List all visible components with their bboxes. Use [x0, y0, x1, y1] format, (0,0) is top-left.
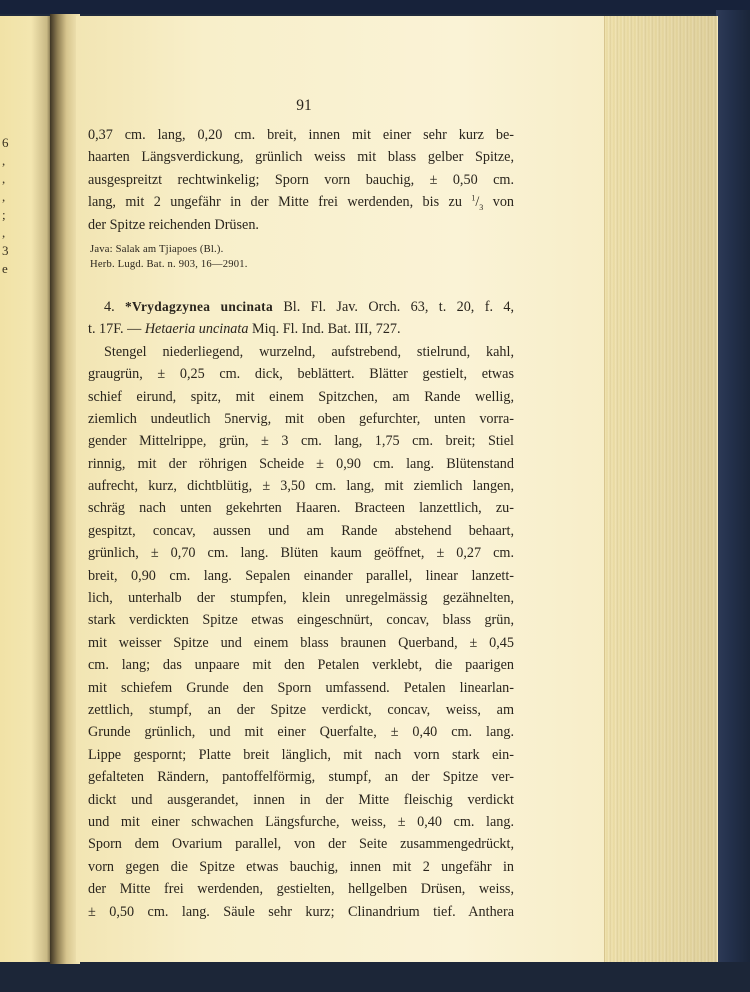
page-number: 91	[296, 97, 312, 114]
left-mark: ;	[2, 207, 6, 222]
left-mark: 6	[2, 135, 9, 150]
left-page-margin-marks	[2, 136, 16, 280]
text-line: dickt und ausgerandet, innen in der Mitte fleischig verdickt	[88, 791, 514, 808]
text-line: haarten Längsverdickung, grünlich weiss mit blass gelber Spitze,	[88, 149, 514, 166]
text-line: aufrecht, kurz, dichtblütig, ± 3,50 cm. lang, mit ziemlich langen,	[88, 478, 514, 495]
text-line: der Spitze reichenden Drüsen.	[88, 216, 259, 233]
text-line: vorn gegen die Spitze etwas bauchig, innen mit 2 ungefähr in	[88, 858, 514, 875]
text-line: gefalteten Rändern, pantoffelförmig, stumpf, an der Spitze ver-	[88, 769, 514, 786]
book-cover-top	[0, 0, 750, 14]
text-line: grünlich, ± 0,70 cm. lang. Blüten kaum geöffnet, ± 0,27 cm.	[88, 545, 514, 562]
book-cover-spine-edge	[716, 10, 750, 992]
species-number: 4.	[104, 298, 115, 315]
locality-note: Java: Salak am Tjiapoes (Bl.).	[90, 243, 224, 255]
text-line: schief eirund, spitz, mit einem Spitzchen, am Rande wellig,	[88, 388, 514, 405]
text-line: graugrün, ± 0,25 cm. dick, beblättert. Blätter gestielt, etwas	[88, 366, 514, 383]
text-line: gespitzt, concav, aussen und am Rande abstehend behaart,	[88, 522, 514, 539]
fraction-numerator: 1	[471, 193, 476, 203]
text-segment: von	[492, 194, 514, 211]
species-heading	[88, 296, 514, 318]
text-line: und mit einer schwachen Längsfurche, weiss, ± 0,40 cm. lang.	[88, 813, 514, 830]
paragraph-continued	[88, 124, 514, 236]
text-line: zettlich, stumpf, an der Spitze verdickt, concav, weiss, am	[88, 701, 514, 718]
species-synonym: Hetaeria uncinata	[144, 321, 249, 338]
text-line: ausgespreitzt rechtwinkelig; Sporn vorn bauchig, ± 0,50 cm.	[88, 171, 514, 188]
book-cover-bottom	[0, 962, 750, 992]
text-line: ziemlich undeutlich 5nervig, mit oben gefurchter, unten vorra-	[88, 410, 514, 427]
text-line: mit weisser Spitze und einem blass braunen Querband, ± 0,45	[88, 634, 514, 651]
text-line: gender Mittelrippe, grün, ± 3 cm. lang, 1,75 cm. breit; Stiel	[88, 433, 514, 450]
text-line: Lippe gespornt; Platte breit länglich, mit nach vorn stark ein-	[88, 746, 514, 763]
species-synonym-line	[88, 318, 514, 340]
species-reference: t. 17F. —	[88, 321, 142, 338]
species-reference: Miq. Fl. Ind. Bat. III, 727.	[252, 321, 401, 338]
left-mark: ,	[2, 189, 6, 204]
text-line: ± 0,50 cm. lang. Säule sehr kurz; Clinandrium tief. Anthera	[88, 903, 514, 920]
text-line: Sporn dem Ovarium parallel, von der Seite zusammengedrückt,	[88, 836, 514, 853]
species-reference: Bl. Fl. Jav. Orch. 63, t. 20, f. 4,	[283, 298, 515, 315]
page-text	[88, 92, 514, 923]
herbarium-note: Herb. Lugd. Bat. n. 903, 16—2901.	[90, 258, 248, 270]
text-line: mit schiefem Grunde den Sporn umfassend. Petalen linearlan-	[88, 679, 514, 696]
text-line: lich, unterhalb der stumpfen, klein unregelmässig gezähnelten,	[88, 590, 514, 607]
species-description	[88, 341, 514, 923]
text-line: rinnig, mit der röhrigen Scheide ± 0,90 cm. lang. Blütenstand	[88, 455, 514, 472]
text-line: Stengel niederliegend, wurzelnd, aufstrebend, stielrund, kahl,	[104, 343, 514, 360]
text-line: stark verdickten Spitze etwas eingeschnürt, concav, blass grün,	[88, 612, 514, 629]
text-line: lang, mit 2 ungefähr in der Mitte frei werdenden, bis zu $^1/_3$ von	[88, 193, 514, 212]
page-block-edge	[604, 16, 717, 962]
left-mark: ,	[2, 171, 6, 186]
text-line: cm. lang; das unpaare mit den Petalen verklebt, die paarigen	[88, 657, 514, 674]
left-mark: 3	[2, 243, 9, 258]
fraction-denominator: 3	[479, 203, 484, 212]
species-entry	[88, 296, 514, 923]
text-line: schräg nach unten gekehrten Haaren. Bracteen lanzettlich, zu-	[88, 500, 514, 517]
left-page-edge	[0, 16, 52, 962]
text-line: der Mitte frei werdenden, gestielten, hellgelben Drüsen, weiss,	[88, 881, 514, 898]
left-mark: ,	[2, 153, 6, 168]
text-segment: lang, mit 2 ungefähr in der Mitte frei werdenden, bis zu	[88, 194, 462, 211]
left-mark: e	[2, 261, 8, 276]
text-line: 0,37 cm. lang, 0,20 cm. breit, innen mit einer sehr kurz be-	[88, 127, 514, 143]
species-name: *Vrydagzynea uncinata	[125, 298, 273, 314]
text-line: Grunde grünlich, und mit einer Querfalte, ± 0,40 cm. lang.	[88, 724, 514, 741]
left-mark: ,	[2, 225, 6, 240]
text-line: breit, 0,90 cm. lang. Sepalen einander parallel, linear lanzett-	[88, 567, 514, 584]
